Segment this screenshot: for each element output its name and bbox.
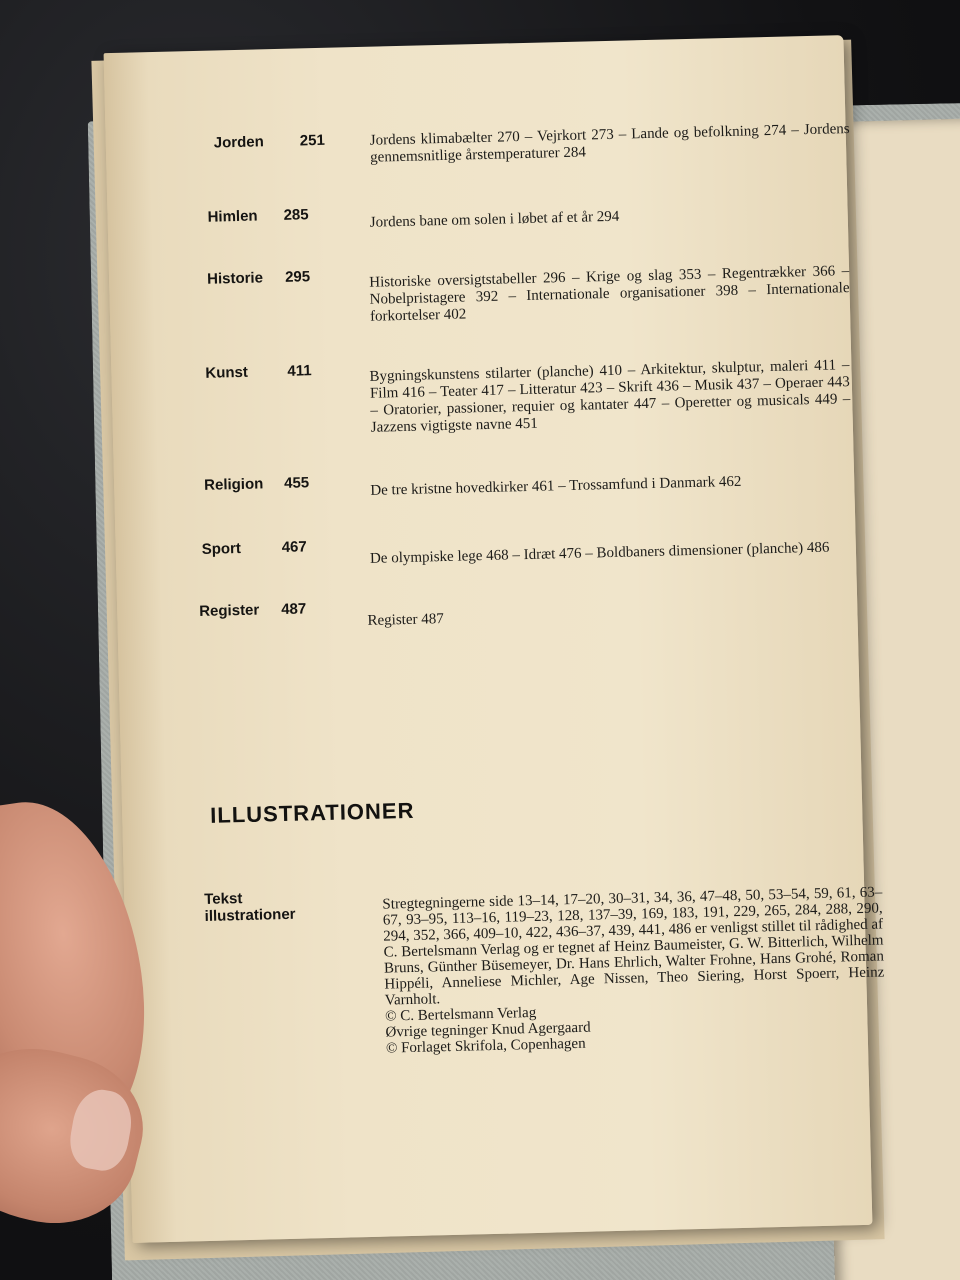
- section-heading-sport: Sport: [201, 540, 242, 558]
- section-desc-himlen: Jordens bane om solen i løbet af et år 294: [369, 208, 620, 231]
- illustrations-body: [382, 884, 886, 1056]
- section-desc-register: Register 487: [367, 611, 444, 629]
- section-desc-jorden: Jordens klimabælter 270 – Vejrkort 273 – Lande og befolkning 274 – Jordens gennemsnitlige årstemperaturer 284: [369, 121, 850, 166]
- section-desc-kunst: Bygningskunstens stilarter (planche) 410 – Arkitektur, skulptur, maleri 411 – Film 416 – Teater 417 – Litteratur 423 – Skrift 436 – Musik 437 – Operaer 443 – Oratorier, passioner, requier og kantater 447 – Operetter og musicals 449 – Jazzens vigtigste navne 451: [369, 357, 851, 436]
- credit-agergaard: Øvrige tegninger Knud Agergaard: [385, 1019, 591, 1041]
- illustrations-body-text: Stregtegningerne side 13–14, 17–20, 30–31, 34, 36, 47–48, 50, 53–54, 59, 61, 63–67, 93–95, 113–16, 119–23, 128, 137–39, 169, 183, 191, 229, 265, 284, 288, 290, 294, 352, 366, 409–10, 422, 436–37, 439, 441, 486 er venligst stillet til rådighed af C. Bertelsmann Verlag og er tegnet af Heinz Baumeister, G. W. Bitterlich, Wilhelm Bruns, Günther Büsemeyer, Dr. Hans Ehrlich, Walter Frohne, Hans Grohé, Roman Hippéli, Anneliese Michler, Age Nissen, Theo Siering, Horst Spoerr, Heinz Varnholt.: [382, 884, 885, 1009]
- section-heading-historie: Historie: [206, 269, 264, 288]
- section-desc-sport: De olympiske lege 468 – Idræt 476 – Boldbaners dimensioner (planche) 486: [369, 539, 830, 567]
- book-page: [104, 35, 885, 1243]
- section-heading-religion: Religion: [203, 475, 264, 494]
- section-page-historie: 295: [284, 268, 311, 286]
- credit-bertelsmann: © C. Bertelsmann Verlag: [385, 1004, 537, 1025]
- illustrations-label-line2: illustrationer: [204, 905, 296, 926]
- illustrations-label: [204, 889, 296, 925]
- section-page-kunst: 411: [287, 362, 312, 380]
- section-page-jorden: 251: [299, 131, 326, 150]
- illustrations-title: ILLUSTRATIONER: [209, 797, 415, 828]
- section-desc-historie: Historiske oversigtstabeller 296 – Krige og slag 353 – Regentrækker 366 – Nobelpristagere 392 – Internationale organisationer 398 – Internationale forkortelser 402: [369, 263, 850, 325]
- section-heading-kunst: Kunst: [205, 363, 249, 382]
- section-page-register: 487: [281, 600, 307, 619]
- section-page-sport: 467: [281, 538, 307, 557]
- credit-skrifola: © Forlaget Skrifola, Copenhagen: [385, 1035, 586, 1057]
- section-page-religion: 455: [283, 474, 310, 492]
- section-heading-himlen: Himlen: [207, 207, 258, 226]
- section-heading-jorden: Jorden: [213, 133, 265, 152]
- section-desc-religion: De tre kristne hovedkirker 461 – Trossamfund i Danmark 462: [370, 473, 742, 499]
- section-heading-register: Register: [199, 601, 260, 621]
- section-page-himlen: 285: [283, 206, 309, 224]
- illustrations-label-line1: Tekst: [204, 890, 243, 909]
